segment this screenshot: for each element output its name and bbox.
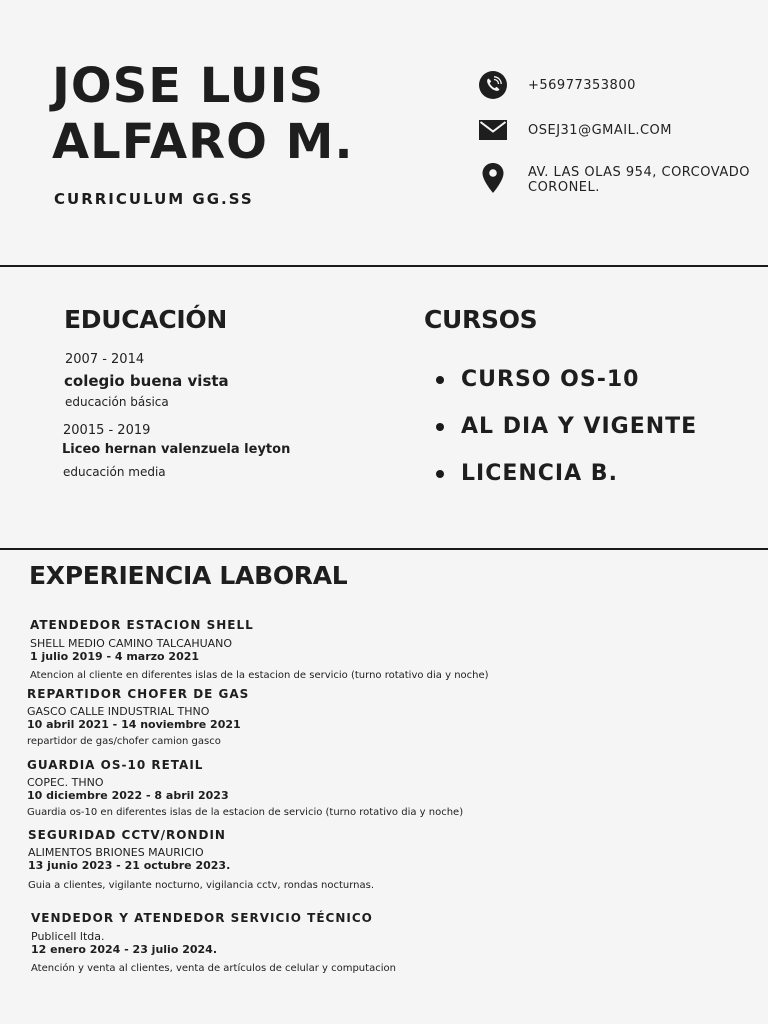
name-line-1: JOSE LUIS <box>52 58 325 114</box>
job-dates: 1 julio 2019 - 4 marzo 2021 <box>30 650 200 663</box>
course-item <box>436 414 697 439</box>
job-title: SEGURIDAD CCTV/RONDIN <box>28 828 226 842</box>
job-company: ALIMENTOS BRIONES MAURICIO <box>28 846 204 859</box>
job-description: Guia a clientes, vigilante nocturno, vigilancia cctv, rondas nocturnas. <box>28 880 375 891</box>
course-label: AL DIA Y VIGENTE <box>461 414 698 439</box>
job-description: Atención y venta al clientes, venta de artículos de celular y computacion <box>31 963 396 974</box>
education-level-1: educación básica <box>65 395 169 409</box>
job-entry <box>27 687 249 747</box>
address <box>528 165 758 195</box>
job-entry <box>28 828 374 891</box>
job-company: SHELL MEDIO CAMINO TALCAHUANO <box>30 637 233 650</box>
education-years-1: 2007 - 2014 <box>65 352 145 367</box>
job-company: Publicell ltda. <box>31 930 105 943</box>
email-address[interactable]: OSEJ31@GMAIL.COM <box>528 123 672 138</box>
job-description: Atencion al cliente en diferentes islas de la estacion de servicio (turno rotativo dia y noche) <box>30 670 489 681</box>
name-line-2: ALFARO M. <box>52 114 354 170</box>
job-title: VENDEDOR Y ATENDEDOR SERVICIO TÉCNICO <box>31 911 373 925</box>
course-item <box>436 367 639 392</box>
job-title: GUARDIA OS-10 RETAIL <box>27 758 204 772</box>
education-heading: EDUCACIÓN <box>64 305 227 334</box>
courses-heading: CURSOS <box>424 305 538 334</box>
education-level-2: educación media <box>63 465 166 479</box>
bullet-icon <box>436 470 444 478</box>
job-description: Guardia os-10 en diferentes islas de la estacion de servicio (turno rotativo dia y noche) <box>27 807 464 818</box>
bullet-icon <box>436 423 444 431</box>
location-icon <box>478 163 508 193</box>
education-school-2: Liceo hernan valenzuela leyton <box>62 442 291 457</box>
job-dates: 10 diciembre 2022 - 8 abril 2023 <box>27 789 229 802</box>
job-dates: 13 junio 2023 - 21 octubre 2023. <box>28 859 231 872</box>
email-icon <box>478 115 508 145</box>
job-dates: 12 enero 2024 - 23 julio 2024. <box>31 943 218 956</box>
divider-middle <box>0 548 768 550</box>
course-label: CURSO OS-10 <box>461 367 640 392</box>
job-entry <box>31 911 396 974</box>
course-item <box>436 461 618 486</box>
job-dates: 10 abril 2021 - 14 noviembre 2021 <box>27 718 241 731</box>
course-label: LICENCIA B. <box>461 461 618 486</box>
job-description: repartidor de gas/chofer camion gasco <box>27 736 221 747</box>
candidate-name <box>52 58 354 170</box>
bullet-icon <box>436 376 444 384</box>
job-entry <box>30 618 489 681</box>
education-years-2: 20015 - 2019 <box>63 423 151 438</box>
job-company: GASCO CALLE INDUSTRIAL THNO <box>27 705 210 718</box>
experience-heading: EXPERIENCIA LABORAL <box>29 561 348 590</box>
divider-top <box>0 265 768 267</box>
education-school-1: colegio buena vista <box>64 372 229 390</box>
job-title: ATENDEDOR ESTACION SHELL <box>30 618 254 632</box>
phone-icon <box>478 70 508 100</box>
address-line-1: AV. LAS OLAS 954, CORCOVADO <box>528 165 750 180</box>
job-entry <box>27 758 463 818</box>
address-line-2: CORONEL. <box>528 180 600 195</box>
document-subtitle: CURRICULUM GG.SS <box>54 190 254 208</box>
job-title: REPARTIDOR CHOFER DE GAS <box>27 687 250 701</box>
phone-number[interactable]: +56977353800 <box>528 78 636 93</box>
job-company: COPEC. THNO <box>27 776 104 789</box>
